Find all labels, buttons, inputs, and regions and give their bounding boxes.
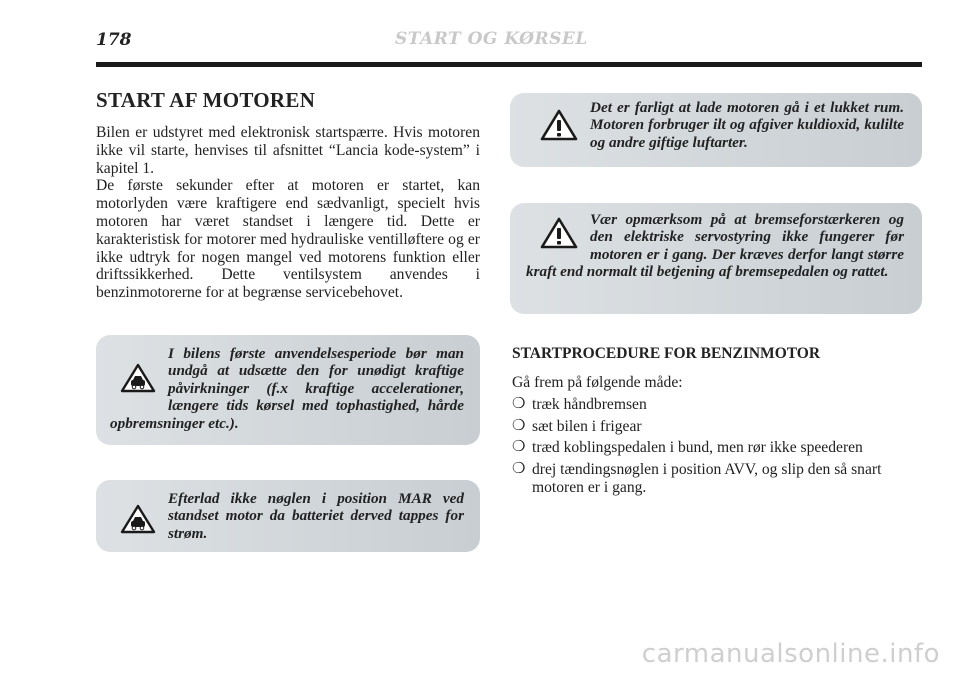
caution-note-text: Efterlad ikke nøglen i position MAR ved standset motor da batteriet derved tappes for strøm. (168, 490, 464, 542)
car-caution-icon (120, 363, 156, 397)
list-item (512, 437, 922, 459)
bullet-icon: ❍ (512, 439, 526, 456)
car-caution-icon (120, 504, 156, 538)
watermark: carmanualsonline.info (641, 639, 940, 669)
step-text: træk håndbremsen (532, 395, 647, 413)
running-head: START OG KØRSEL (395, 29, 588, 49)
list-item (512, 416, 922, 438)
page-number: 178 (96, 30, 132, 50)
bullet-icon: ❍ (512, 417, 526, 434)
warning-note-text: Det er farligt at lade motoren gå i et lukket rum. Motoren forbruger ilt og afgiver kuldioxid, kulilte og andre giftige luftarter. (590, 99, 904, 151)
intro-paragraph: Bilen er udstyret med elektronisk startspærre. Hvis motoren ikke vil starte, henvises til afsnittet “Lancia kode-system” i kapitel 1. De første sekunder efter at motoren er startet, kan motorlyden være kraftigere end sædvanligt, specielt hvis motoren har været standset i længere tid. Dette er karakteristisk for motorer med hydrauliske ventilløftere og er ikke udtryk for nogen mangel ved motorens funktion eller driftssikkerhed. Dette ventilsystem anvendes i benzinmotorerne for at begrænse servicebehovet. (96, 124, 480, 302)
warning-note-brakes (510, 203, 922, 314)
warning-triangle-icon (540, 109, 578, 145)
warning-note-enclosed-space (510, 93, 922, 167)
section-title: START AF MOTOREN (96, 88, 316, 112)
caution-note-text: I bilens første anvendelsesperiode bør man undgå at udsætte den for unødigt kraftige påvirkninger (f.x kraftige accelerationer, længere tids kørsel med tophastighed, hårde opbremsninger etc.). (110, 345, 464, 432)
procedure-intro: Gå frem på følgende måde: (512, 374, 683, 391)
caution-note-key (96, 480, 480, 552)
left-column (96, 88, 480, 302)
header-rule (96, 62, 922, 67)
bullet-icon: ❍ (512, 461, 526, 478)
bullet-icon: ❍ (512, 395, 526, 412)
caution-note-break-in (96, 335, 480, 445)
warning-triangle-icon (540, 217, 578, 253)
warning-note-text: Vær opmærksom på at bremseforstærkeren og den elektriske servostyring ikke fungerer før motoren er i gang. Der kræves derfor langt større kraft end normalt til betjening af bremsepedalen og rattet. (526, 211, 904, 281)
step-text: drej tændingsnøglen i position AVV, og slip den så snart motoren er i gang. (532, 461, 882, 496)
list-item (512, 394, 922, 416)
procedure-heading: STARTPROCEDURE FOR BENZINMOTOR (512, 345, 821, 362)
list-item (512, 459, 922, 497)
step-text: træd koblingspedalen i bund, men rør ikke speederen (532, 439, 863, 457)
procedure-block (512, 372, 922, 497)
step-text: sæt bilen i frigear (532, 417, 642, 435)
procedure-steps (512, 394, 922, 497)
